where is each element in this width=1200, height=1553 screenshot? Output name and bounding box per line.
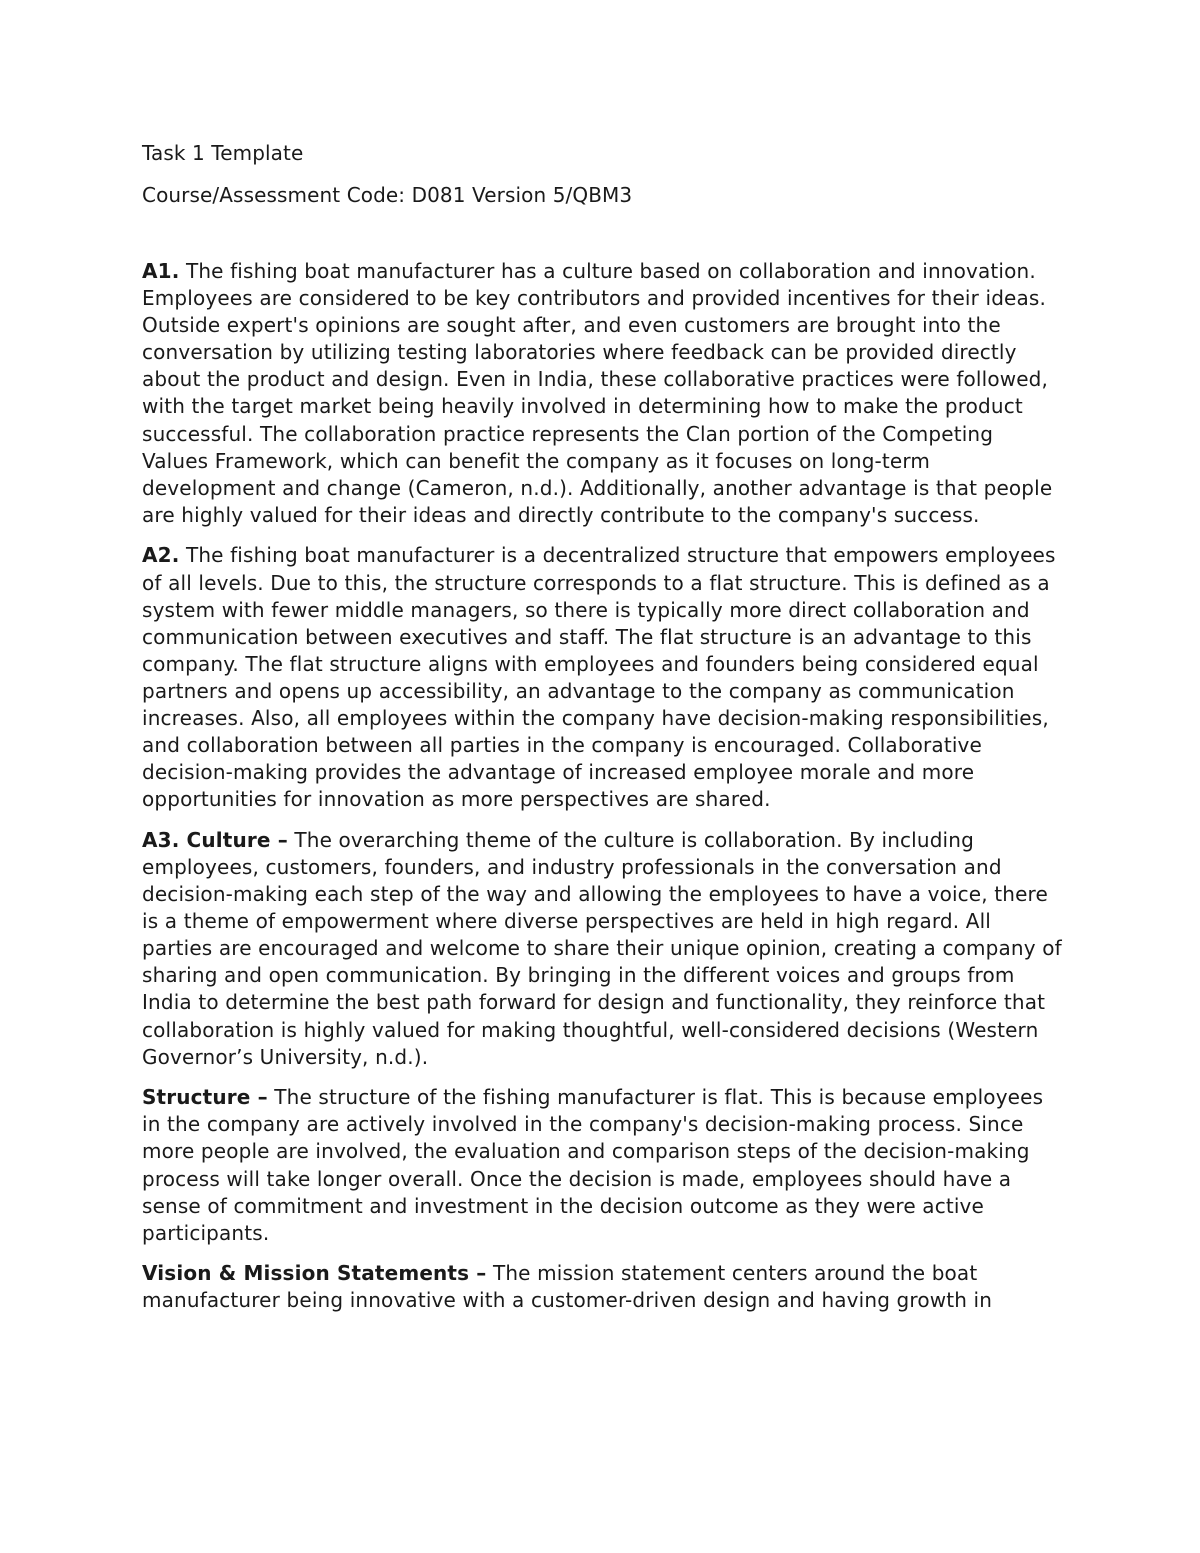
- section-vision-mission-text: The mission statement centers around the boat manufacturer being innovative with a customer-driven design and having growth in: [142, 1261, 993, 1313]
- section-structure: [142, 1084, 1062, 1247]
- section-a3-culture-label: A3. Culture –: [142, 827, 288, 852]
- section-a2: [142, 542, 1062, 813]
- section-vision-mission: [142, 1260, 1062, 1314]
- section-a3-culture: [142, 827, 1062, 1071]
- section-a3-culture-text: The overarching theme of the culture is collaboration. By including employees, customers, founders, and industry professionals in the conversation and decision-making each step of the way and allowing the employees to have a voice, there is a theme of empowerment where diverse perspectives are held in high regard. All parties are encouraged and welcome to share their unique opinion, creating a company of sharing and open communication. By bringing in the different voices and groups from India to determine the best path forward for design and functionality, they reinforce that collaboration is highly valued for making thoughtful, well-considered decisions (Western Governor’s University, n.d.).: [142, 827, 1062, 1069]
- document-page: [142, 138, 1062, 1328]
- section-a1-text: The fishing boat manufacturer has a culture based on collaboration and innovation. Employees are considered to be key contributors and provided incentives for their ideas. Outside expert's opinions are sought after, and even customers are brought into the conversation by utilizing testing laboratories where feedback can be provided directly about the product and design. Even in India, these collaborative practices were followed, with the target market being heavily involved in determining how to make the product successful. The collaboration practice represents the Clan portion of the Competing Values Framework, which can benefit the company as it focuses on long-term development and change (Cameron, n.d.). Additionally, another advantage is that people are highly valued for their ideas and directly contribute to the company's success.: [142, 259, 1053, 527]
- course-code-line: Course/Assessment Code: D081 Version 5/QBM3: [142, 183, 633, 207]
- section-structure-label: Structure –: [142, 1085, 268, 1110]
- section-a2-label: A2.: [142, 543, 180, 568]
- section-structure-text: The structure of the fishing manufacturer is flat. This is because employees in the company are actively involved in the company's decision-making process. Since more people are involved, the evaluation and comparison steps of the decision-making process will take longer overall. Once the decision is made, employees should have a sense of commitment and investment in the decision outcome as they were active participants.: [142, 1085, 1044, 1245]
- section-a2-text: The fishing boat manufacturer is a decentralized structure that empowers employees of all levels. Due to this, the structure corresponds to a flat structure. This is defined as a system with fewer middle managers, so there is typically more direct collaboration and communication between executives and staff. The flat structure is an advantage to this company. The flat structure aligns with employees and founders being considered equal partners and opens up accessibility, an advantage to the company as communication increases. Also, all employees within the company have decision-making responsibilities, and collaboration between all parties in the company is encouraged. Collaborative decision-making provides the advantage of increased employee morale and more opportunities for innovation as more perspectives are shared.: [142, 543, 1056, 812]
- section-a1-label: A1.: [142, 259, 180, 283]
- document-title: Task 1 Template: [142, 141, 304, 165]
- section-a1: [142, 258, 1062, 529]
- section-vision-mission-label: Vision & Mission Statements –: [142, 1261, 487, 1286]
